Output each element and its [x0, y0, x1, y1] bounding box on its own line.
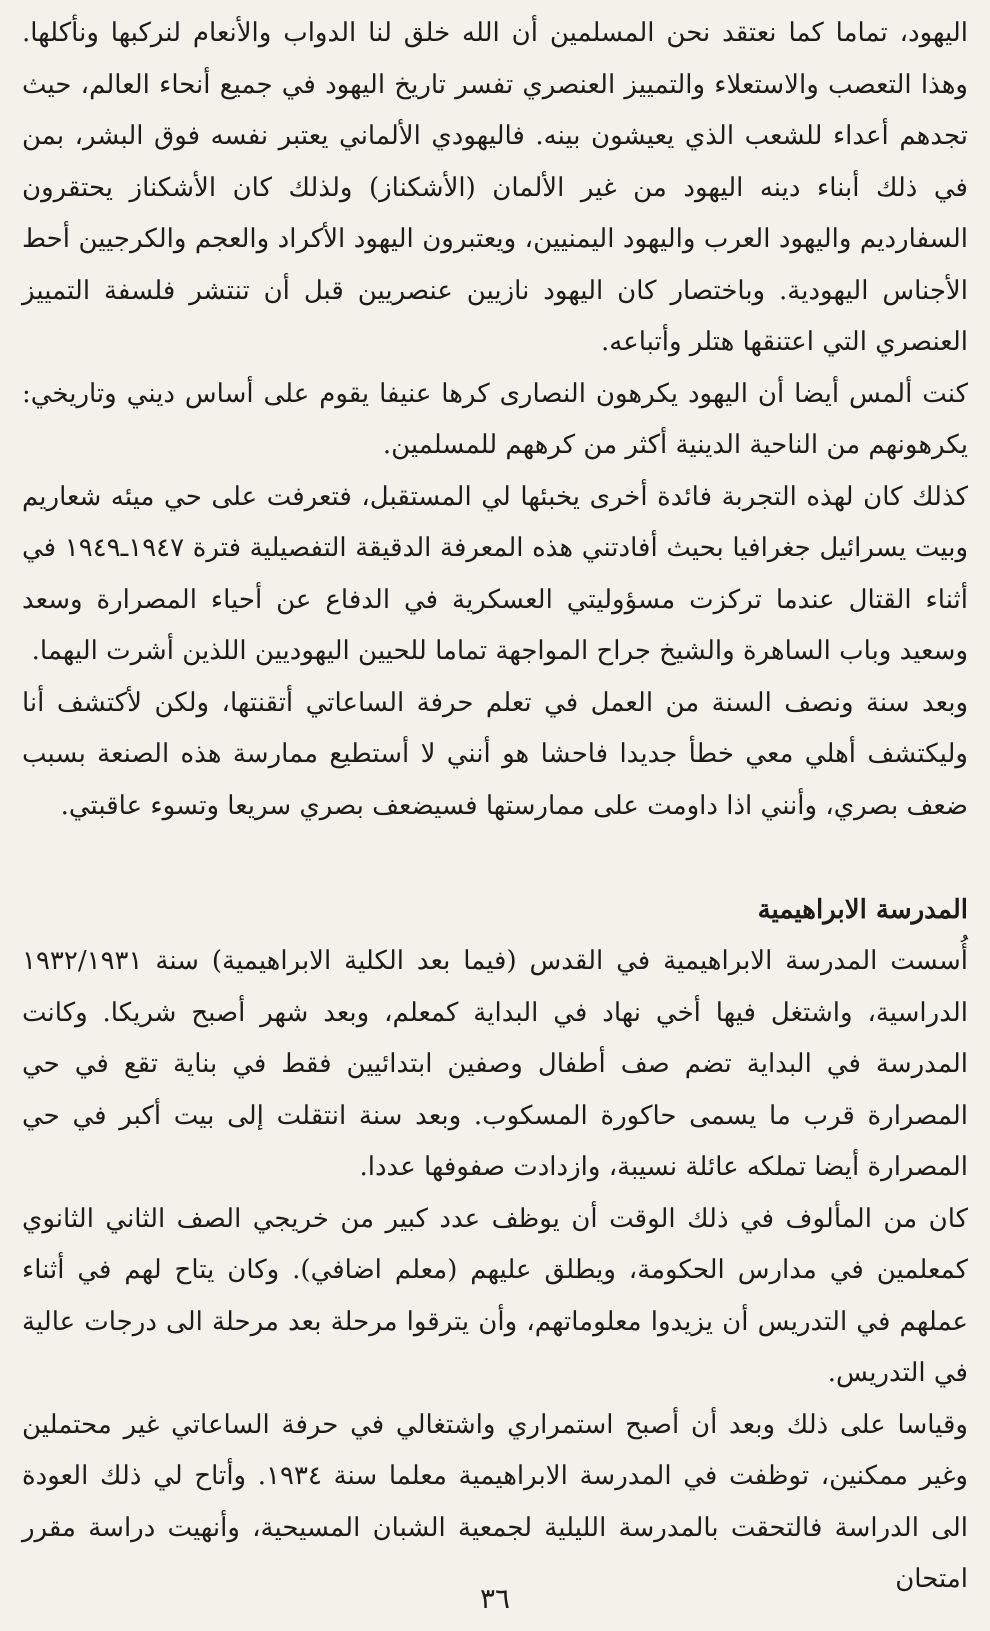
paragraph-1: اليهود، تماما كما نعتقد نحن المسلمين أن الله خلق لنا الدواب والأنعام لنركبها ونأكلها. وهذا التعصب والاستعلاء والتمييز العنصري تفسر تاريخ اليهود في جميع أنحاء العالم، حيث تجدهم أعداء للشعب الذي يعيشون بينه. فاليهودي الألماني يعتبر نفسه فوق البشر، بمن في ذلك أبناء دينه اليهود من غير الألمان (الأشكناز) ولذلك كان الأشكناز يحتقرون السفارديم واليهود العرب واليهود اليمنيين، ويعتبرون اليهود الأكراد والعجم والكرجيين أحط الأجناس اليهودية. وباختصار كان اليهود نازيين عنصريين قبل أن تنتشر فلسفة التمييز العنصري التي اعتنقها هتلر وأتباعه. [22, 18, 969, 357]
page-number: ٣٦ [479, 1582, 511, 1615]
paragraph-7: وقياسا على ذلك وبعد أن أصبح استمراري واشتغالي في حرفة الساعاتي غير محتملين وغير ممكنين، توظفت في المدرسة الابراهيمية معلما سنة ١٩٣٤. وأتاح لي ذلك العودة الى الدراسة فالتحقت بالمدرسة الليلية لجمعية الشبان المسيحية، وأنهيت دراسة مقرر امتحان [22, 1409, 968, 1594]
page-text-body [22, 8, 969, 1594]
paragraph-4: وبعد سنة ونصف السنة من العمل في تعلم حرفة الساعاتي أتقنتها، ولكن لأكتشف أنا وليكتشف أهلي معي خطأ جديدا فاحشا هو أنني لا أستطيع ممارسة هذه الصنعة بسبب ضعف بصري، وأنني اذا داومت على ممارستها فسيضعف بصري سريعا وتسوء عاقبتي. [22, 687, 968, 821]
paragraph-2: كنت ألمس أيضا أن اليهود يكرهون النصارى كرها عنيفا يقوم على أساس ديني وتاريخي: يكرهونهم من الناحية الدينية أكثر من كرههم للمسلمين. [22, 378, 968, 460]
section-heading: المدرسة الابراهيمية [757, 895, 968, 925]
paragraph-3: كذلك كان لهذه التجربة فائدة أخرى يخبئها لي المستقبل، فتعرفت على حي ميئه شعاريم وبيت يسرائيل جغرافيا بحيث أفادتني هذه المعرفة الدقيقة التفصيلية فترة ١٩٤٧ـ١٩٤٩ في أثناء القتال عندما تركزت مسؤوليتي العسكرية في الدفاع عن أحياء المصرارة وسعد وسعيد وباب الساهرة والشيخ جراح المواجهة تماما للحيين اليهوديين اللذين أشرت اليهما. [22, 481, 968, 666]
section-gap [22, 832, 968, 884]
paragraph-5: أُسست المدرسة الابراهيمية في القدس (فيما بعد الكلية الابراهيمية) سنة ١٩٣٢/١٩٣١ الدراسية، واشتغل فيها أخي نهاد في البداية كمعلم، وبعد شهر أصبح شريكا. وكانت المدرسة في البداية تضم صف أطفال وصفين ابتدائيين فقط في بناية تقع في حي المصرارة قرب ما يسمى حاكورة المسكوب. وبعد سنة انتقلت إلى بيت أكبر في حي المصرارة أيضا تملكه عائلة نسيبة، وازدادت صفوفها عددا. [22, 946, 968, 1182]
paragraph-6: كان من المألوف في ذلك الوقت أن يوظف عدد كبير من خريجي الصف الثاني الثانوي كمعلمين في مدارس الحكومة، ويطلق عليهم (معلم اضافي). وكان يتاح لهم في أثناء عملهم في التدريس أن يزيدوا معلوماتهم، وأن يترقوا مرحلة بعد مرحلة الى درجات عالية في التدريس. [22, 1203, 968, 1388]
